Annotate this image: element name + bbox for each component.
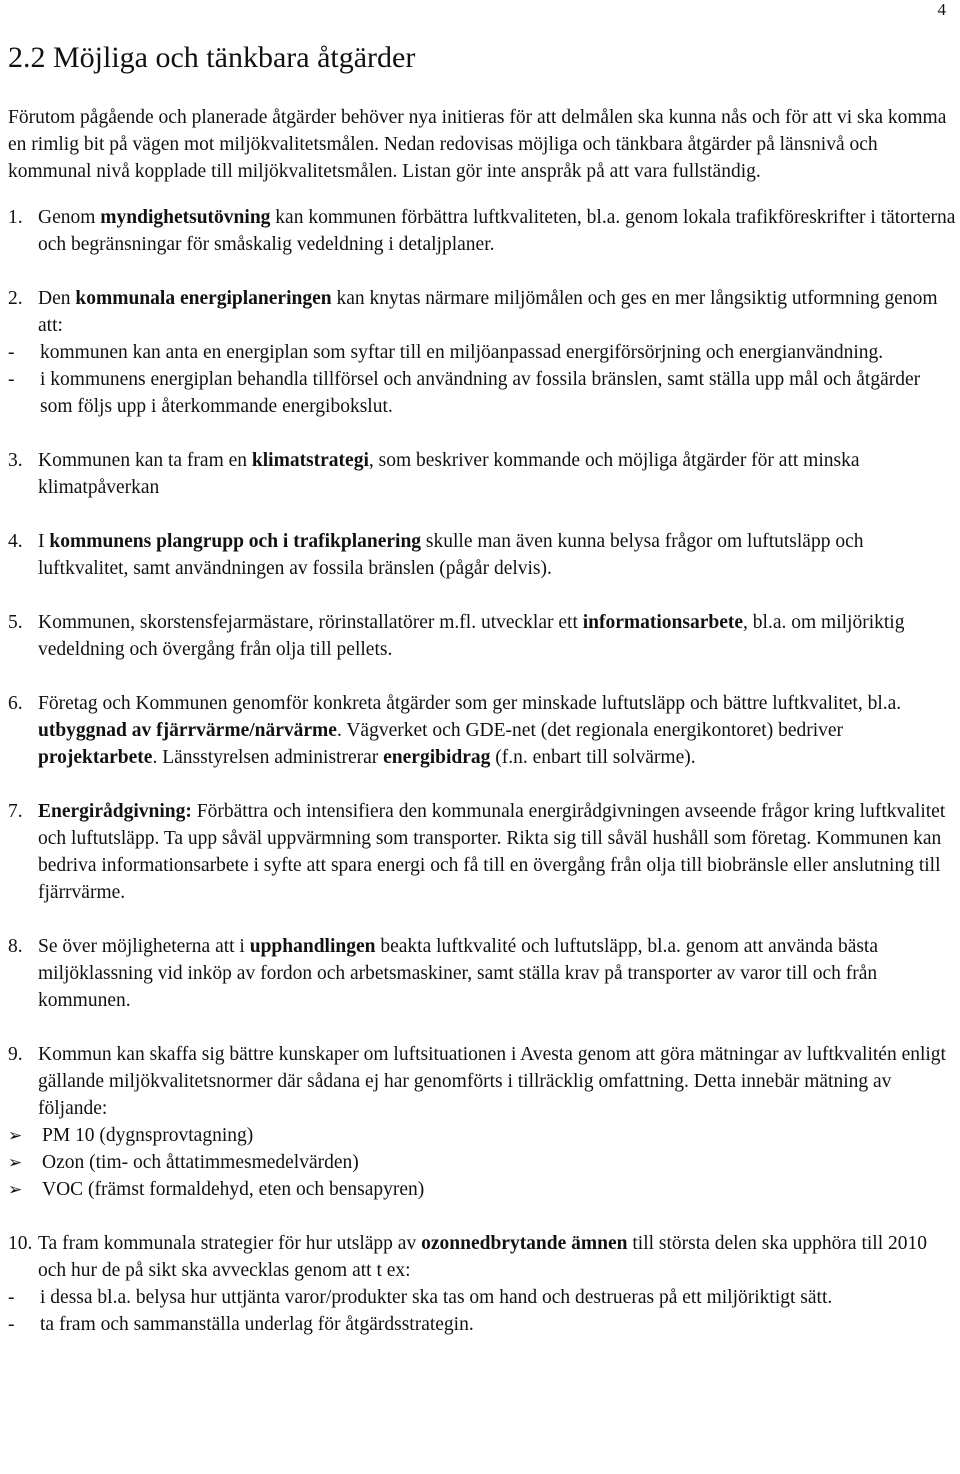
item-number: 6. (8, 693, 23, 714)
intro-paragraph: Förutom pågående och planerade åtgärder behöver nya initieras för att delmålen ska kunna nås och för att vi ska komma en rimlig bit på vägen mot miljökvalitetsmålen. Nedan redovisas möjliga och tänkbara åtgärder på länsnivå och kommunal nivå kopplade till miljökvalitetsmålen. Listan gör inte anspråk på att vara fullständig. (8, 107, 947, 182)
item-number: 1. (8, 207, 23, 228)
list-item-5: 5. Kommunen, skorstensfejarmästare, rörinstallatörer m.fl. utvecklar ett informationsarbete, bl.a. om miljöriktig vedeldning och övergång från olja till pellets. (8, 609, 956, 663)
emphasis: kommunala energiplaneringen (75, 288, 332, 309)
emphasis: ozonnedbrytande ämnen (421, 1233, 628, 1254)
bullet-item: ➢ VOC (främst formaldehyd, eten och bensapyren) (8, 1176, 956, 1203)
document-body (8, 104, 956, 1338)
sub-item: - i dessa bl.a. belysa hur uttjänta varor/produkter ska tas om hand och destrueras på ett miljöriktigt sätt. (8, 1287, 833, 1308)
item-number: 7. (8, 801, 23, 822)
list-item-2: 2. Den kommunala energiplaneringen kan knytas närmare miljömålen och ges en mer långsiktig utformning genom att: - kommunen kan anta en energiplan som syftar till en miljöanpassad energiförsörjning och energianvändning. - i kommunens energiplan behandla tillförsel och användning av fossila bränslen, samt ställa upp mål och åtgärder som följs upp i återkommande energibokslut. (8, 285, 956, 420)
bullet-item: ➢ PM 10 (dygnsprovtagning) (8, 1122, 956, 1149)
sub-item: - i kommunens energiplan behandla tillförsel och användning av fossila bränslen, samt ställa upp mål och åtgärder som följs upp i återkommande energibokslut. (8, 369, 921, 417)
list-item-9: 9. Kommun kan skaffa sig bättre kunskaper om luftsituationen i Avesta genom att göra mätningar av luftkvalitén enligt gällande miljökvalitetsnormer där sådana ej har genomförts i tillräcklig omfattning. Detta innebär mätning av följande: ➢ PM 10 (dygnsprovtagning) ➢ Ozon (tim- och åttatimmesmedelvärden) ➢ VOC (främst formaldehyd, eten och bensapyren) (8, 1041, 956, 1203)
list-item-7: 7. Energirådgivning: Förbättra och intensifiera den kommunala energirådgivningen avseende frågor kring luftkvalitet och luftutsläpp. Ta upp såväl uppvärmning som transporter. Rikta sig till såväl hushåll som företag. Kommunen kan bedriva informationsarbete i syfte att spara energi och få till en övergång från olja till biobränsle eller anslutning till fjärrvärme. (8, 798, 956, 906)
page-number: 4 (937, 0, 946, 19)
arrow-bullet-icon: ➢ (8, 1153, 23, 1172)
list-item-10: 10. Ta fram kommunala strategier för hur utsläpp av ozonnedbrytande ämnen till största delen ska upphöra till 2010 och hur de på sikt ska avvecklas genom att t ex: - i dessa bl.a. belysa hur uttjänta varor/produkter ska tas om hand och destrueras på ett miljöriktigt sätt. - ta fram och sammanställa underlag för åtgärdsstrategin. (8, 1230, 956, 1338)
sub-item: - kommunen kan anta en energiplan som syftar till en miljöanpassad energiförsörjning och energianvändning. (8, 342, 884, 363)
emphasis: Energirådgivning: (38, 801, 192, 822)
item-number: 3. (8, 450, 23, 471)
emphasis: projektarbete (38, 747, 153, 768)
arrow-bullet-icon: ➢ (8, 1180, 23, 1199)
arrow-bullet-icon: ➢ (8, 1126, 23, 1145)
item-number: 10. (8, 1233, 33, 1254)
item-number: 4. (8, 531, 23, 552)
bullet-item: ➢ Ozon (tim- och åttatimmesmedelvärden) (8, 1149, 956, 1176)
item-number: 9. (8, 1044, 23, 1065)
list-item-8: 8. Se över möjligheterna att i upphandlingen beakta luftkvalité och luftutsläpp, bl.a. genom att använda bästa miljöklassning vid inköp av fordon och arbetsmaskiner, samt ställa krav på transporter av varor till och från kommunen. (8, 933, 956, 1014)
item-number: 2. (8, 288, 23, 309)
sub-item: - ta fram och sammanställa underlag för åtgärdsstrategin. (8, 1314, 474, 1335)
list-item-6: 6. Företag och Kommunen genomför konkreta åtgärder som ger minskade luftutsläpp och bättre luftkvalitet, bl.a. utbyggnad av fjärrvärme/närvärme. Vägverket och GDE-net (det regionala energikontoret) bedriver projektarbete. Länsstyrelsen administrerar energibidrag (f.n. enbart till solvärme). (8, 690, 956, 771)
emphasis: energibidrag (383, 747, 491, 768)
item-number: 8. (8, 936, 23, 957)
emphasis: utbyggnad av fjärrvärme/närvärme (38, 720, 337, 741)
list-item-1: 1. Genom myndighetsutövning kan kommunen förbättra luftkvaliteten, bl.a. genom lokala trafikföreskrifter i tätorterna och begränsningar för småskalig vedeldning i detaljplaner. (8, 204, 956, 258)
emphasis: myndighetsutövning (100, 207, 271, 228)
emphasis: kommunens plangrupp och i trafikplanering (49, 531, 422, 552)
section-heading: 2.2 Möjliga och tänkbara åtgärder (8, 41, 416, 74)
emphasis: informationsarbete (582, 612, 744, 633)
emphasis: klimatstrategi (251, 450, 369, 471)
emphasis: upphandlingen (249, 936, 376, 957)
list-item-4: 4. I kommunens plangrupp och i trafikplanering skulle man även kunna belysa frågor om luftutsläpp och luftkvalitet, samt användningen av fossila bränslen (pågår delvis). (8, 528, 956, 582)
list-item-3: 3. Kommunen kan ta fram en klimatstrategi, som beskriver kommande och möjliga åtgärder för att minska klimatpåverkan (8, 447, 956, 501)
item-number: 5. (8, 612, 23, 633)
